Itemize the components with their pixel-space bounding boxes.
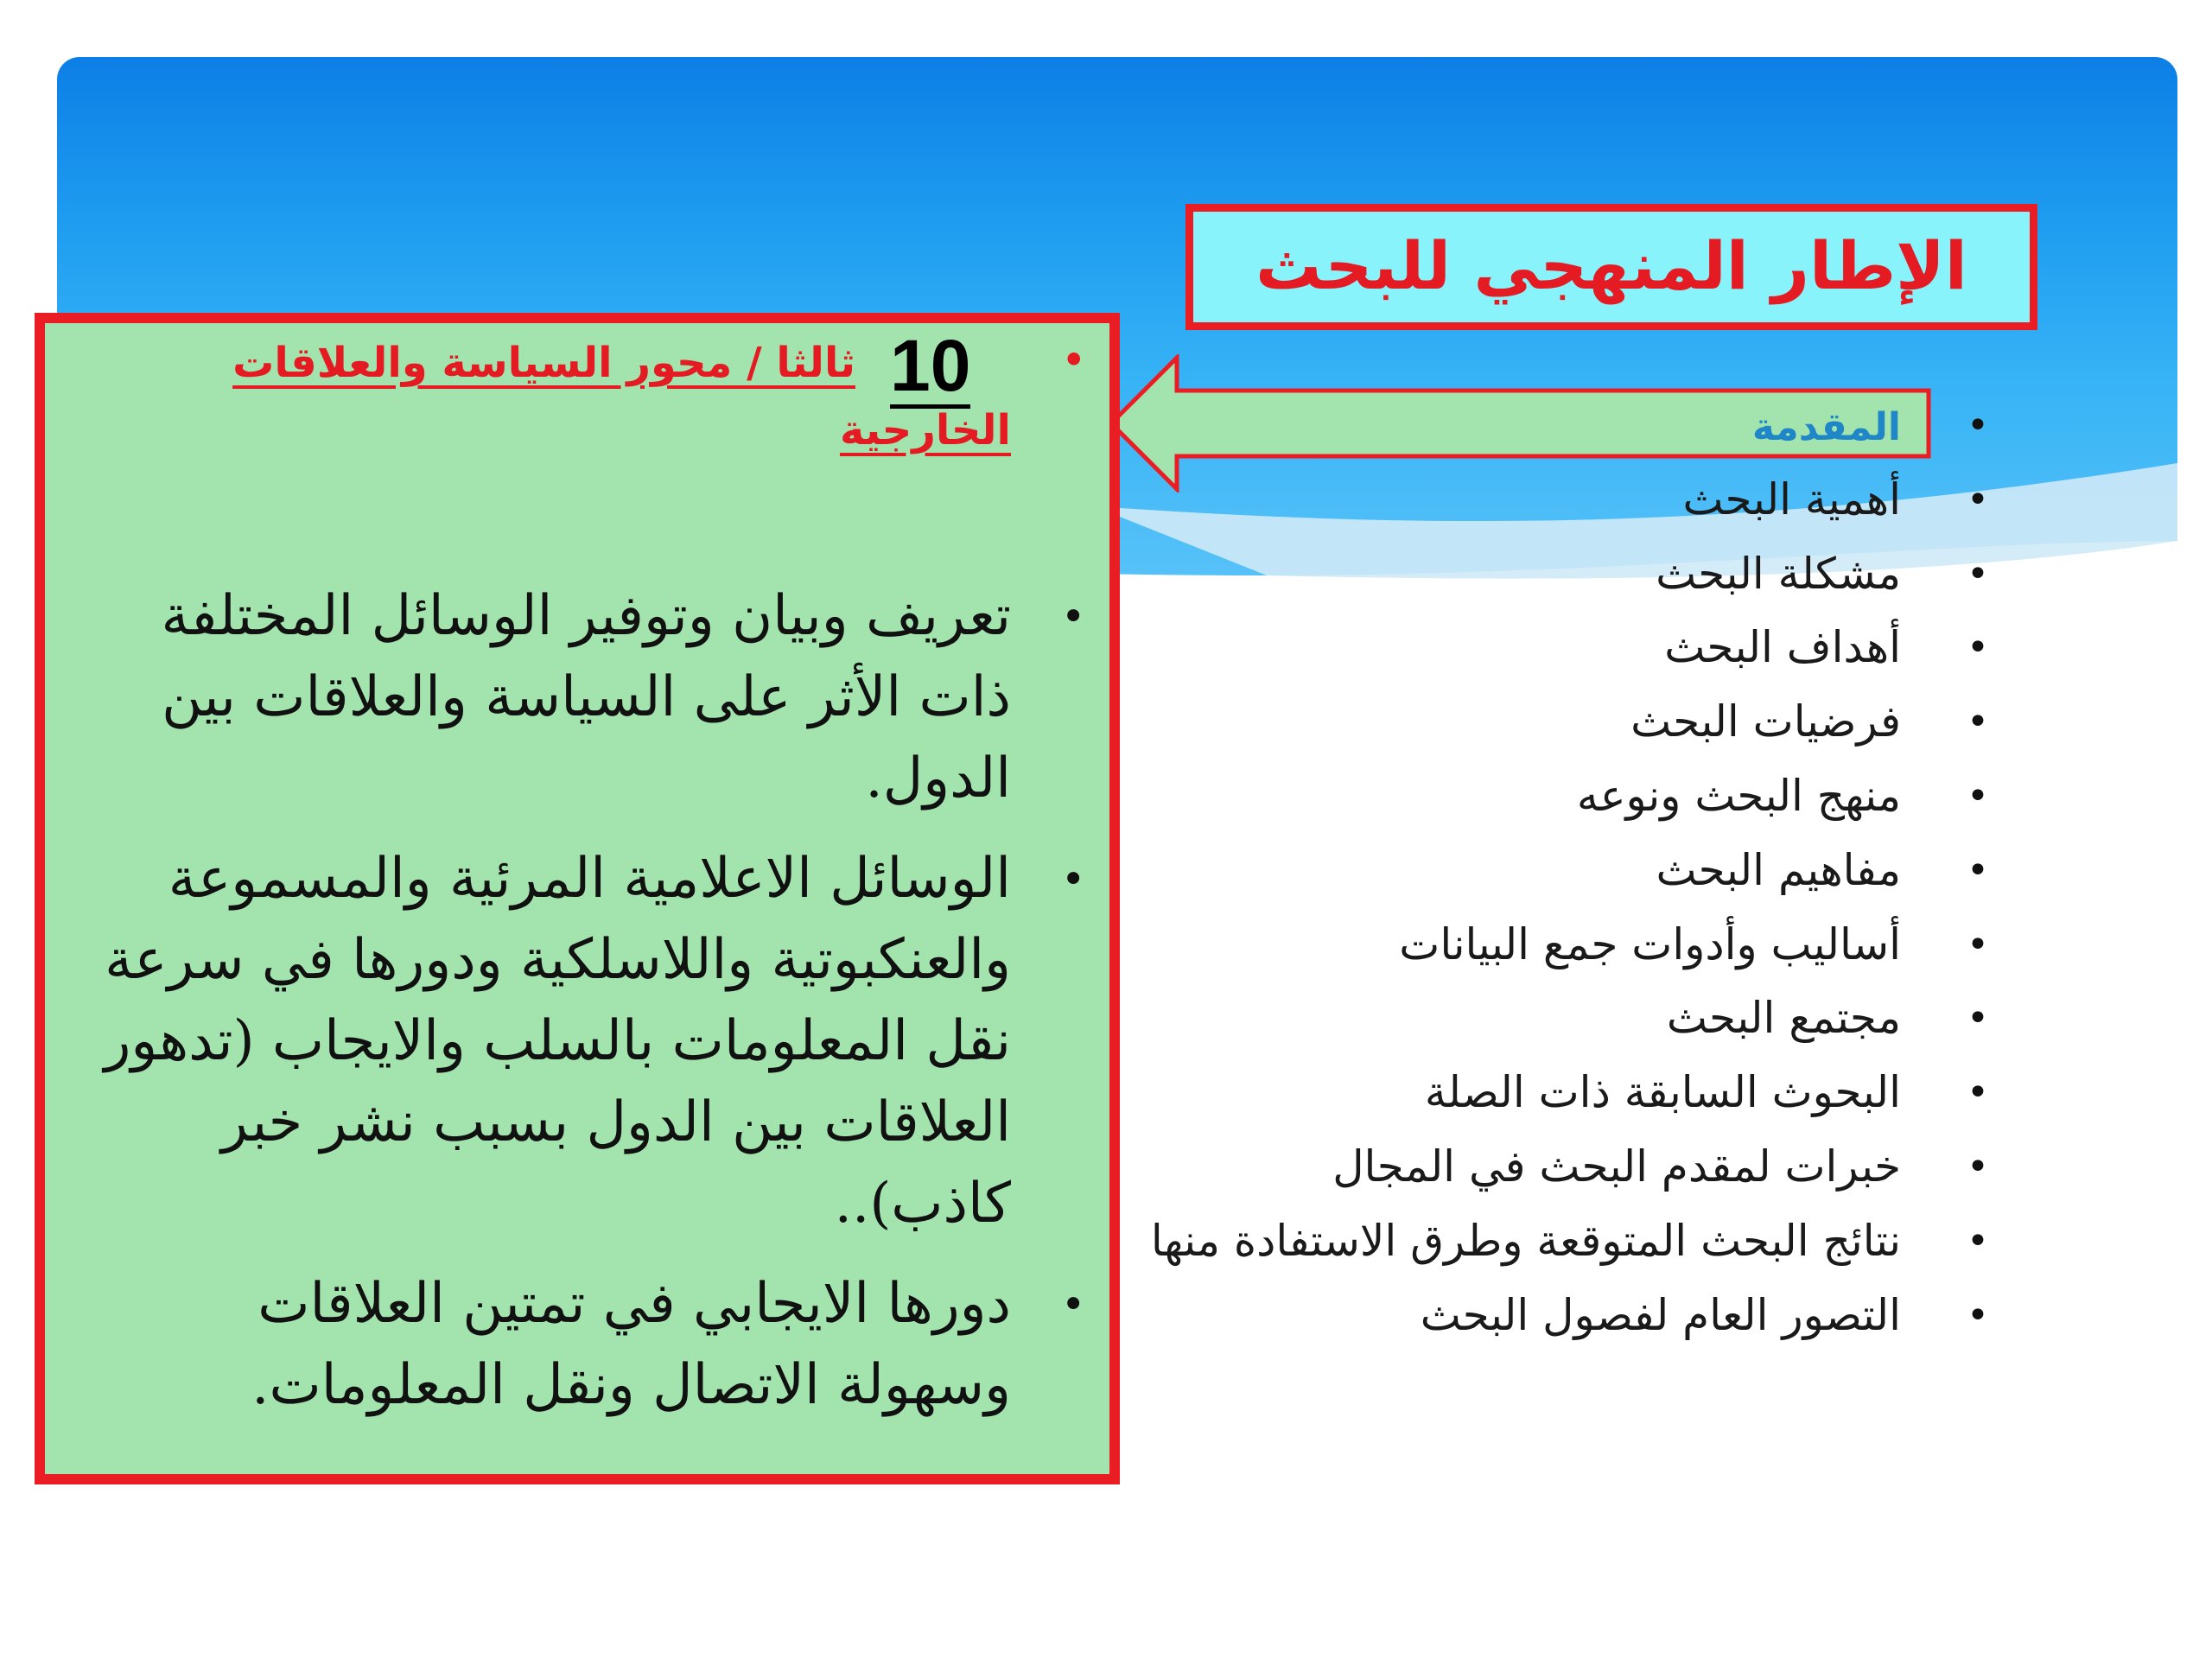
bullet-icon: • (1967, 1071, 1989, 1116)
bullet-icon: • (1967, 922, 1989, 967)
section-heading-cont: الخارجية (839, 406, 1011, 454)
bullet-icon: • (1967, 773, 1989, 818)
bullet-icon: • (1967, 996, 1989, 1041)
toc-item: • أهداف البحث (1080, 611, 1996, 685)
toc-item: • فرضيات البحث (1080, 685, 1996, 760)
toc-item: • نتائج البحث المتوقعة وطرق الاستفادة منها (1080, 1205, 1996, 1279)
bullet-icon: • (1061, 855, 1086, 904)
toc-item: • التصور العام لفصول البحث (1080, 1279, 1996, 1353)
paragraph-3: دورها الايجابي في تمتين العلاقات وسهولة الاتصال ونقل المعلومات. (251, 1272, 1011, 1417)
section-number: 10 (890, 327, 970, 409)
toc-item: • خبرات لمقدم البحث في المجال (1080, 1130, 1996, 1205)
paragraph-1: تعريف وبيان وتوفير الوسائل المختلفة ذات الأثر على السياسة والعلاقات بين الدول. (161, 584, 1011, 810)
bullet-icon: • (1967, 1144, 1989, 1189)
toc-list (1080, 389, 1996, 1357)
bullet-icon: • (1061, 335, 1087, 385)
toc-item: • البحوث السابقة ذات الصلة (1080, 1056, 1996, 1130)
bullet-icon: • (1967, 700, 1989, 745)
paragraph-2: الوسائل الاعلامية المرئية والمسموعة والعنكبوتية واللاسلكية ودورها في سرعة نقل المعلومات بالسلب والايجاب (تدهور العلاقات بين الدول بسبب نشر خبر كاذب).. (104, 847, 1011, 1236)
toc-item: • مفاهيم البحث (1080, 834, 1996, 908)
bullet-icon: • (1061, 593, 1086, 641)
toc-item: • منهج البحث ونوعه (1080, 760, 1996, 834)
toc-item: • مشكلة البحث (1080, 537, 1996, 612)
bullet-icon: • (1061, 1281, 1086, 1329)
slide-title: الإطار المنهجي للبحث (1255, 227, 1967, 304)
toc-item: • أهمية البحث (1080, 463, 1996, 537)
toc-item: • مجتمع البحث (1080, 982, 1996, 1056)
bullet-icon: • (1967, 1293, 1989, 1338)
bullet-icon: • (1967, 404, 1989, 448)
bullet-icon: • (1967, 848, 1989, 893)
slide-title-box (1185, 204, 2037, 330)
toc-item: • أساليب وأدوات جمع البيانات (1080, 908, 1996, 982)
toc-item: • المقدمة (1080, 389, 1996, 463)
section-heading: ثالثا / محور السياسة والعلاقات (232, 339, 855, 387)
bullet-icon: • (1967, 1218, 1989, 1263)
bullet-icon: • (1967, 551, 1989, 596)
bullet-icon: • (1967, 626, 1989, 671)
bullet-icon: • (1967, 477, 1989, 522)
